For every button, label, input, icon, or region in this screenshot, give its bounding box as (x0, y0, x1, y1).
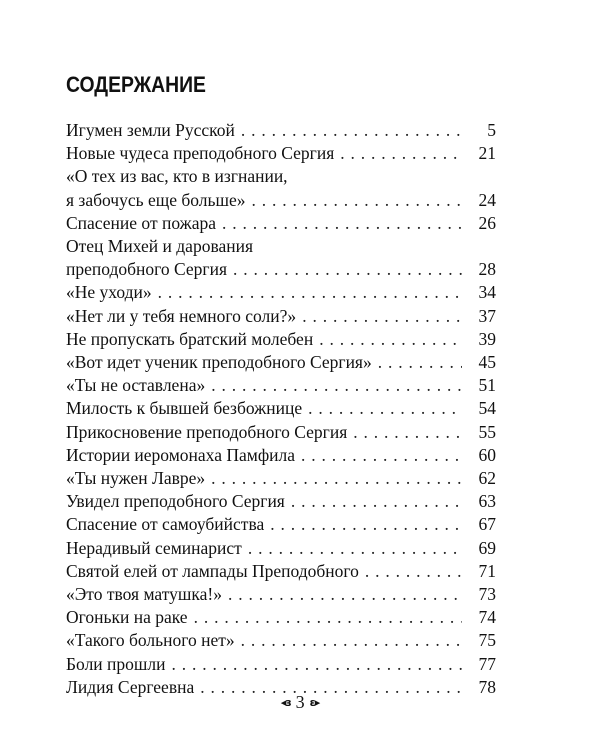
toc-entry-page-number: 67 (478, 514, 496, 535)
toc-entry-title: «Вот идет ученик преподобного Сергия» (66, 352, 372, 373)
toc-entry-page-number: 45 (478, 352, 496, 373)
toc-entry-page-number: 51 (478, 375, 496, 396)
toc-entry-page-number: 69 (478, 537, 496, 558)
dot-leader (233, 258, 462, 281)
toc-entry-title: Прикосновение преподобного Сергия (66, 421, 348, 442)
toc-entry-page-number: 73 (478, 584, 496, 605)
toc-entry-row (66, 560, 496, 583)
toc-entry-row (66, 305, 496, 328)
toc-entry-title: Лидия Сергеевна (66, 676, 195, 697)
dot-leader (222, 212, 462, 235)
toc-entry-page-number: 28 (478, 259, 496, 280)
page-folio (0, 692, 600, 713)
toc-entry-row (66, 606, 496, 629)
toc-entry (66, 444, 496, 467)
dot-leader (252, 189, 463, 212)
toc-entry-title: Боли прошли (66, 653, 166, 674)
folio-ornament-right: ε▸ (309, 696, 320, 709)
toc-entry-page-number: 34 (478, 282, 496, 303)
toc-entry (66, 397, 496, 420)
toc-entry (66, 212, 496, 235)
dot-leader (302, 305, 462, 328)
dot-leader (158, 281, 462, 304)
toc-entry-title: Истории иеромонаха Памфила (66, 444, 296, 465)
toc-entry (66, 421, 496, 444)
toc-entry (66, 653, 496, 676)
toc-entry (66, 281, 496, 304)
toc-entry (66, 119, 496, 142)
toc-entry-title: Спасение от самоубийства (66, 514, 265, 535)
toc-entry-title: «Ты не оставлена» (66, 375, 206, 396)
toc-entry-row (66, 351, 496, 374)
toc-entry-page-number: 5 (487, 120, 496, 140)
toc-entry-title: Новые чудеса преподобного Сергия (66, 143, 335, 164)
toc-entry (66, 351, 496, 374)
toc-entry (66, 328, 496, 351)
toc-entry-row (66, 328, 496, 351)
toc-entry-row (66, 421, 496, 444)
dot-leader (241, 119, 462, 142)
toc-entry-row (66, 513, 496, 536)
dot-leader (211, 374, 462, 397)
toc-entry-row (66, 374, 496, 397)
toc-entry-page-number: 39 (478, 328, 496, 349)
toc-entry (66, 467, 496, 490)
toc-entry (66, 583, 496, 606)
dot-leader (291, 490, 462, 513)
toc-entry-row (66, 583, 496, 606)
dot-leader (194, 606, 462, 629)
dot-leader (241, 629, 462, 652)
toc-entry (66, 513, 496, 536)
toc-entry (66, 537, 496, 560)
toc-entry-page-number: 21 (478, 143, 496, 164)
toc-entry-page-number: 77 (478, 653, 496, 674)
toc-entry-row (66, 189, 496, 212)
toc-entry-page-number: 55 (478, 421, 496, 442)
toc-entry-title: «Это твоя матушка!» (66, 584, 222, 605)
toc-entry-title: Милость к бывшей безбожнице (66, 398, 303, 419)
toc-entry-page-number: 71 (478, 560, 496, 581)
toc-entry-row (66, 212, 496, 235)
toc-entry-row (66, 537, 496, 560)
toc-entry (66, 165, 496, 211)
dot-leader (270, 513, 462, 536)
toc-entry (66, 490, 496, 513)
page-title: СОДЕРЖАНИЕ (66, 72, 206, 97)
dot-leader (301, 444, 462, 467)
toc-entry (66, 629, 496, 652)
toc-entry-page-number: 54 (478, 398, 496, 419)
toc-entry-row (66, 444, 496, 467)
toc-entry-title: «Не уходи» (66, 282, 152, 303)
toc-entry-title: Не пропускать братский молебен (66, 328, 314, 349)
toc-entry-row (66, 629, 496, 652)
dot-leader (365, 560, 462, 583)
toc-entry-page-number: 74 (478, 607, 496, 628)
toc-entry (66, 374, 496, 397)
toc-entry-title: «Ты нужен Лавре» (66, 468, 206, 489)
toc-entry-row (66, 119, 496, 142)
toc-entry-row (66, 258, 496, 281)
toc-entry-title: «Такого больного нет» (66, 630, 235, 651)
toc-entry-page-number: 26 (478, 212, 496, 233)
toc-entry-row (66, 281, 496, 304)
toc-entry-title: «Нет ли у тебя немного соли?» (66, 305, 297, 326)
toc-entry-title: Спасение от пожара (66, 212, 217, 233)
dot-leader (171, 653, 462, 676)
toc-entry-row (66, 142, 496, 165)
toc-entry-title: преподобного Сергия (66, 259, 228, 280)
toc-entry-title: Увидел преподобного Сергия (66, 491, 285, 512)
folio-page-number: 3 (295, 692, 305, 712)
dot-leader (319, 328, 462, 351)
toc-entry (66, 142, 496, 165)
toc-entry-page-number: 24 (478, 189, 496, 210)
toc-entry-row (66, 653, 496, 676)
toc-entry-title-line1: Отец Михей и дарования (66, 236, 254, 257)
toc-entry-row (66, 397, 496, 420)
toc-entry-page-number: 60 (478, 444, 496, 465)
dot-leader (353, 421, 462, 444)
toc-entry-row (66, 490, 496, 513)
toc-entry-title: Святой елей от лампады Преподобного (66, 560, 359, 581)
toc-entry-page-number: 75 (478, 630, 496, 651)
dot-leader (308, 397, 462, 420)
toc-entry (66, 560, 496, 583)
toc-entry-page-number: 62 (478, 468, 496, 489)
toc-entry (66, 235, 496, 281)
toc-entry-page-number: 63 (478, 491, 496, 512)
toc-entry-title: Игумен земли Русской (66, 120, 235, 140)
dot-leader (211, 467, 462, 490)
toc-entry-row (66, 467, 496, 490)
toc-entry-page-number: 37 (478, 305, 496, 326)
dot-leader (248, 537, 462, 560)
toc-entry-page-number: 78 (478, 676, 496, 697)
toc-entry-title: Огоньки на раке (66, 607, 188, 628)
toc-entry-title: Нерадивый семинарист (66, 537, 242, 558)
toc-entry-title: я забочусь еще больше» (66, 189, 246, 210)
table-of-contents (66, 119, 496, 699)
toc-entry (66, 305, 496, 328)
dot-leader (228, 583, 462, 606)
toc-entry (66, 606, 496, 629)
folio-ornament-left: ◂з (280, 696, 291, 709)
toc-entry-title-line1: «О тех из вас, кто в изгнании, (66, 166, 288, 187)
dot-leader (340, 142, 462, 165)
dot-leader (378, 351, 462, 374)
